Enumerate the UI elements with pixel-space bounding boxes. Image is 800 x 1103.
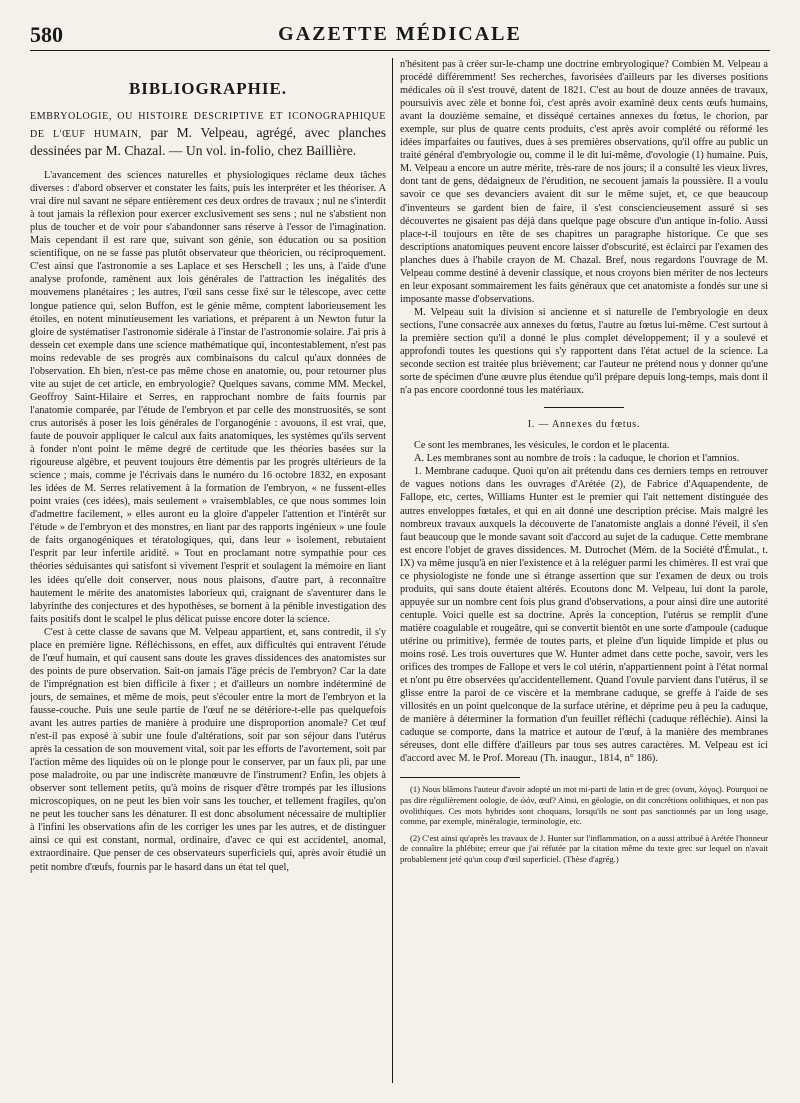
book-subject: EMBRYOLOGIE, OU HISTOIRE DESCRIPTIVE ET ICONOGRAPHIQUE DE L'ŒUF HUMAIN, (30, 111, 386, 141)
page-header (30, 20, 770, 51)
body-paragraph: 1. Membrane caduque. Quoi qu'on ait prétendu dans ces derniers temps en retrouver de vagues notions dans les ouvrages d'Arétée (2), de Fabrice d'Aquapendente, de Fallope, etc, certes, Williams Hunter est le premier qui l'ait nettement distinguée des autres enveloppes fœtales, et qui en ait donné une description précise. Mais malgré les nombreux travaux auxquels la découverte de l'anatomiste anglais a donné l'éveil, il s'en faut beaucoup que le monde savant soit d'accord au sujet de la caduque. Cette membrane est encore l'objet de graves dissidences. M. Dutrochet (Mém. de la Société d'Émulat., t. IX) va même jusqu'à en nier l'existence et à la reléguer parmi les chimères. Il est vrai que ce physiologiste ne fonde une si étrange assertion que sur l'examen de deux ou trois produits, qui sans doute étaient altérés. Ecoutons donc M. Velpeau, lui dont la parole, appuyée sur un nombre cent fois plus grand d'observations, a pour ainsi dire une autorité centuple. Voici quelle est sa doctrine. Après la conception, l'utérus se remplit d'une matière coagulable et rougeâtre, qui se convertit bientôt en une sorte d'ampoule (caduque utérine ou primitive), fermée de toutes parts, et pleine d'un liquide limpide et plus ou moins rosé. Les trois ouvertures que W. Hunter admet dans cette poche, savoir, vers les orifices des trompes de Fallope et vers le col utérin, n'appartiennent point à l'état normal et n'ont pu être observées qu'accidentellement. Quand l'ovule parvient dans l'utérus, il se glisse entre la paroi de ce viscère et la membrane caduque, se greffe à l'aide de ses villosités en un point quelconque de la surface utérine, et déprime peu à peu la caduque, de manière à déterminer la formation d'un feuillet réfléchi (caduque réfléchie). Ainsi la caduque se comporte, dans la matrice et autour de l'œuf, à la manière des membranes séreuses, dont elle diffère d'ailleurs par tous ses autres caractères. M. Velpeau est ici d'accord avec M. le Prof. Moreau (Th. inaugur., 1814, n° 186). (400, 466, 768, 765)
body-paragraph: M. Velpeau suit la division si ancienne et si naturelle de l'embryologie en deux sections, l'une consacrée aux annexes du fœtus, l'autre au fœtus lui-même. C'est surtout à la première section qu'il a donné le plus complet développement; il y a soulevé et approfondi toutes les questions qui s'y rapportent dans l'état actuel de la science. La seconde section est traitée plus brièvement; car l'auteur ne prétend nous y donner qu'une sorte de spécimen d'une œuvre plus étendue qu'il prépare depuis long-temps, mais dont il n'a pas encore coordonné tous les matériaux. (400, 306, 768, 397)
body-paragraph: Ce sont les membranes, les vésicules, le cordon et le placenta. (414, 440, 670, 452)
body-paragraph: n'hésitent pas à créer sur-le-champ une doctrine embryologique? Combien M. Velpeau a procédé différemment! Ses recherches, favorisées d'ailleurs par les diverses positions médicales où il s'est trouvé, datent de 1821. C'est au bout de douze années de travaux, poursuivis avec zèle et bonne foi, c'est après avoir examiné deux cents œufs humains, avant la douzième semaine, et disséqué certaines annexes du fœtus, le chorion, par exemple, sur plus de quatre cents produits, c'est après avoir complété ou réformé les idées imparfaites ou fautives, dues à ses premières observations, qu'il offre au public un traité général d'embryologie ou, comme il le dit lui-même, d'ovologie (1) humaine. Puis, M. Velpeau a encore un autre mérite, très-rare de nos jours; il a consulté les vieux livres, dont tant de gens, dédaigneux de l'érudition, ne secouent jamais la poussière. Il a voulu savoir ce que ses devanciers avaient dit sur le même sujet, et, ce que beaucoup d'inventeurs se gardent bien de faire, il s'est consciencieusement assuré si ses découvertes ne gisaient pas déjà dans quelque page obscure d'un antique in-folio. Aussi place-t-il toujours en tête de ses chapitres un paragraphe historique. Ce que ses descriptions anatomiques peuvent encore laisser d'obscurité, est éclairci par l'examen des planches dues à l'habile crayon de M. Chazal. Bref, nous regardons l'ouvrage de M. Velpeau comme destiné à devenir classique, et nous croyons bien mériter de nos lecteurs en leur exposant sommairement les faits généraux que cet anatomiste a fondés sur une si imposante masse d'observations. (400, 59, 768, 305)
book-entry (30, 107, 386, 159)
body-paragraph: C'est à cette classe de savans que M. Velpeau appartient, et, sans contredit, il s'y place en première ligne. Réfléchissons, en effet, aux difficultés qui entravent l'étude de l'œuf humain, et qui causent sans doute les graves dissidences des anatomistes sur des points de pure observation. Sait-on jamais l'âge précis de l'embryon? Car la date de l'imprégnation est bien difficile à fixer ; et d'ailleurs un nombre indéterminé de jours, de semaines, et même de mois, peut s'écouler entre la mort de l'embryon et la fausse-couche. Puis une seule partie de l'œuf ne se détériore-t-elle pas quelquefois avant les autres parties de manière à produire une disproportion anomale? Cet œuf n'est-il pas exposé à subir une foule d'altérations, soit par son séjour dans l'utérus après la cessation de son mouvement vital, soit par les efforts de l'avortement, soit par l'action même des liquides où on le plonge pour le conserver, par un faux pli, par une pose maladroite, ou par une indiscrète manœuvre de l'instrument? Enfin, les objets à observer sont tellement petits, qu'à moins de risquer d'être trompés par les illusions microscopiques, on ne peut les bien voir sans les toucher, et tellement fragiles, qu'on ne peut les toucher sans les dénaturer. Il est donc absolument nécessaire de multiplier à l'infini les observations afin de les corriger les unes par les autres, et de distinguer ainsi ce qui est constant, normal, ordinaire, d'avec ce qui est accidentel, anomal, extraordinaire. Que penser de ces observateurs superficiels qui, après avoir étudié un petit nombre d'œufs, fournis par le hasard dans un état tel quel, (30, 626, 386, 873)
left-column (30, 58, 386, 1095)
section-title: BIBLIOGRAPHIE. (128, 79, 288, 98)
right-column (400, 58, 768, 1095)
footnote: (1) Nous blâmons l'auteur d'avoir adopté un mot mi-parti de latin et de grec (ovum, λόγος). Pourquoi ne pas dire régulièrement oologie, de ὠόν, œuf? Ainsi, en géologie, on dit concrétions oolithiques, et non pas ovolithiques. Ces mots hybrides sont choquans, lorsqu'ils ne sont pas sanctionnés par un long usage, comme, par exemple, minéralogie, terminologie, etc. (400, 784, 768, 827)
body-paragraph: A. Les membranes sont au nombre de trois : la caduque, le chorion et l'amnios. (414, 453, 740, 465)
page-number: 580 (30, 22, 63, 47)
running-title: GAZETTE MÉDICALE (278, 23, 522, 45)
column-divider (392, 58, 393, 1083)
book-details: par M. Velpeau, agrégé, avec planches dessinées par M. Chazal. — Un vol. in-folio, chez Baillière. (30, 125, 386, 159)
section-rule (544, 407, 624, 408)
body-paragraph: L'avancement des sciences naturelles et physiologiques réclame deux tâches diverses : d'abord observer et constater les faits, puis les interpréter et les théoriser. A vrai dire nul savant ne sépare entièrement ces deux ordres de travaux ; nul ne s'interdit à tout jamais la réflexion pour exercer exclusivement ses sens ; nul ne s'abstient non plus de toucher et de voir pour s'abandonner sans réserve à l'essor de l'imagination. Mais cependant il est rare que, suivant son génie, son éducation ou sa position scientifique, on ne se fasse pas plutôt observateur que théoricien, ou réciproquement. C'est ainsi que l'astronomie a ses Laplace et ses Herschell ; les uns, à l'aide d'une analyse profonde, ramènent aux lois générales de l'attraction les inégalités des mouvemens planétaires ; les autres, l'œil sans cesse fixé sur le télescope, avec cette longue patience qui, selon Buffon, est le génie même, comptent laborieusement les étoiles, en notent minutieusement les variations, et préparent à un Newton futur la gloire de systématiser l'astronomie sidérale à l'instar de l'astronomie solaire. J'ai pris à dessein cet exemple dans une science mathématique qui, incontestablement, n'est pas moins redevable de ses progrès aux combinaisons du calcul qu'aux données de l'observation. Eh bien, n'est-ce pas même chose en anatomie, ou, pour retourner plus vite au sujet de cet article, en embryologie? Quelques savans, comme MM. Meckel, Geoffroy Saint-Hilaire et Serres, en rapprochant nombre de faits fournis par l'anatomie comparée, par l'étude de l'embryon et par celle des monstruosités, se sont crus autorisés à poser les lois générales de l'organogénie : avouons, il est vrai, que, faute de pouvoir appliquer le calcul aux faits anatomiques, les systèmes qu'ils servent à fonder n'ont point le même degré de certitude que les théories basées sur la rigoureuse algèbre, et peuvent toujours être démentis par les progrès ultérieurs de la science ; mais, comme je l'écrivais dans le numéro du 16 octobre 1832, en exposant les idées de M. Serres relativement à la formation de l'embryon, « ne fussent-elles point vraies (ces idées), mais seulement » vraisemblables, ce que nous sommes loin d'admettre facilement, » elles auront eu la gloire d'appeler l'attention et l'intérêt sur l'étude » de l'embryon et des monstres, en liant par des rapports ingénieux » une foule de faits organogéniques et tératologiques, qui, dans leur » isolement, rebutaient l'esprit par leur infertile aridité. » Tout en proclamant notre sympathie pour ces théories séduisantes qui satisfont si vivement l'esprit et soulagent la mémoire en liant les idées qu'elle doit conserver, nous nous plaisons, d'autre part, à reconnaître hautement le mérite des anatomistes laborieux qui, craignant de s'aventurer dans le labyrinthe des conjectures et des hypothèses, se bornent à la pénible investigation des faits positifs dont le scalpel le plus délicat puisse encore doter la science. (30, 170, 386, 625)
footnote-rule (400, 777, 520, 778)
footnote: (2) C'est ainsi qu'après les travaux de J. Hunter sur l'inflammation, on a aussi attribué à Arétée l'honneur de connaître la phlébite; erreur que j'ai réfutée par la citation même du texte grec sur lequel on n'avait probablement jeté qu'un coup d'œil superficiel. (Thèse d'agrég.) (400, 832, 768, 864)
subheading: I. — Annexes du fœtus. (527, 419, 641, 431)
